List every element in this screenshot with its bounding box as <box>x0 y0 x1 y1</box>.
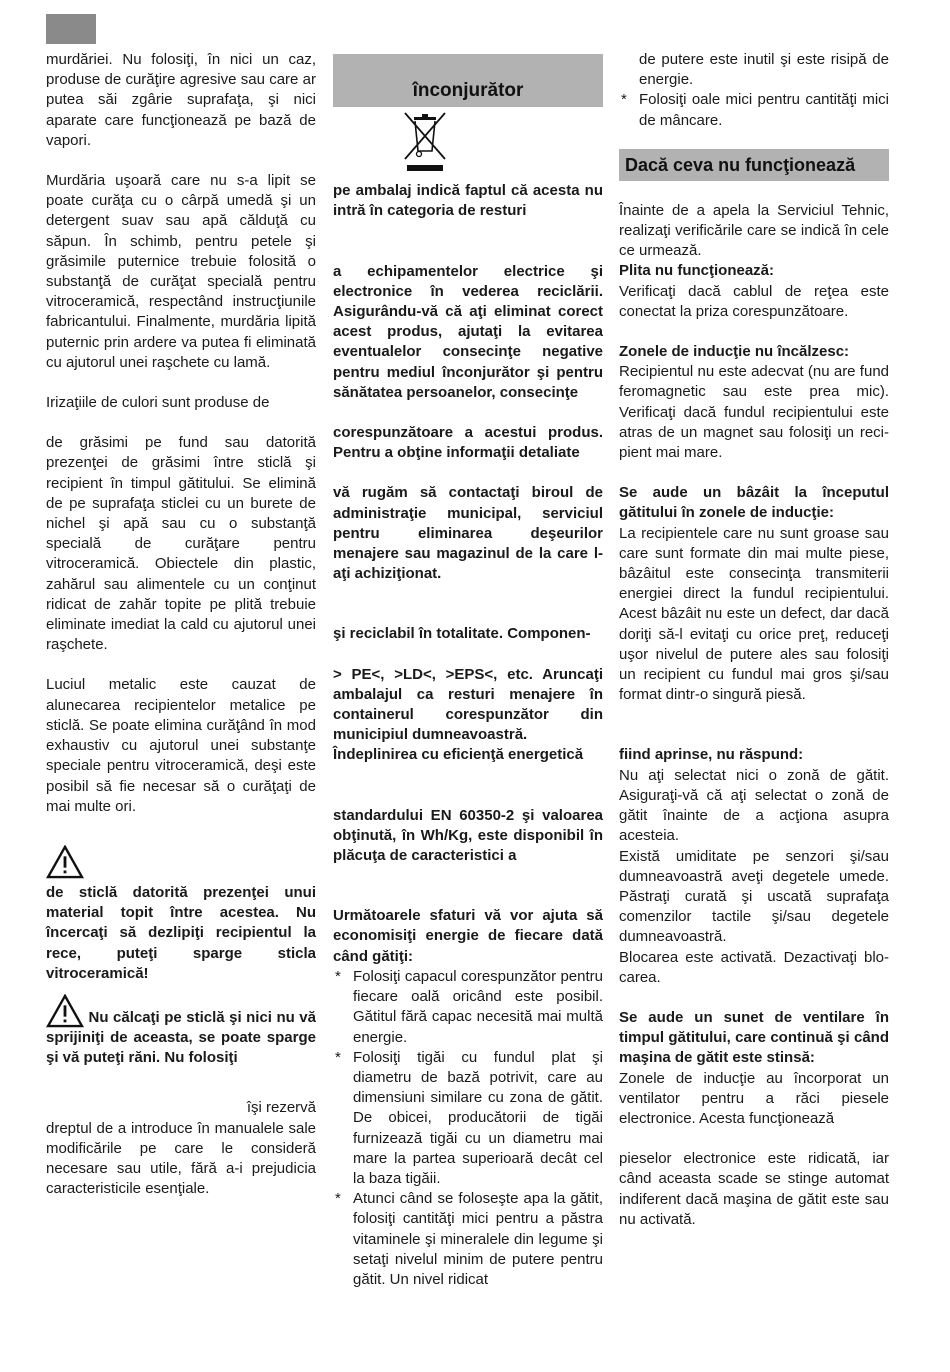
issue-answer-4c: Blocarea este activată. Dezactivaţi blo- carea. <box>619 948 889 986</box>
list-item: * Folosiţi oale mici pentru cantităţi mici de mâncare. <box>619 90 889 130</box>
weee-symbol-text: pe ambalaj indică faptul că acesta nu intră în categoria de resturi <box>333 182 603 220</box>
list-item: * Atunci când se foloseşte apa la gătit, folosiţi cantităţi mici pentru a păstra vitaminele şi mineralele din legume şi setaţi nivelul minim de putere pentru gătit. Un nivel ridicat <box>333 1189 603 1290</box>
environment-heading: înconjurător <box>333 54 603 107</box>
step-warning-text: Nu călcaţi pe sticlă şi nici nu vă sprijiniţi de aceasta, se poate sparge şi vă puteţi răni. Nu folosiţi <box>46 1008 316 1067</box>
manufacturer-rights-start: îşi rezervă <box>246 1099 316 1117</box>
manufacturer-rights-text: dreptul de a introduce în manualele sale modificările pe care le consideră necesare sau utile, fără a-i prejudicia caracteristicile esenţiale. <box>46 1119 316 1198</box>
issue-answer-4a: Nu aţi selectat nici o zonă de gătit. Asiguraţi-vă că aţi selectat o zonă de gătit înainte de a acţiona asupra acesteia. <box>619 766 889 845</box>
energy-tips-intro: Următoarele sfaturi vă vor ajuta să economisiţi energie de fiecare dată când gătiţi: <box>333 907 603 965</box>
step-warning <box>46 994 316 1068</box>
cleaning-intro: murdăriei. Nu folosiţi, în nici un caz, produse de curăţire agresive sau care ar putea săi zgârie suprafaţa, şi nici aparate care funcţionează pe bază de vapori. <box>46 51 316 149</box>
glass-warning-text: de sticlă datorită prezenţei unui material topit între acestea. Nu încercaţi să dezlipiţi recipientul la rece, puteţi sparge sticla vitroceramică! <box>46 883 316 982</box>
page-tab-marker <box>46 14 96 44</box>
crossed-bin-icon <box>403 111 447 173</box>
issue-title-4: fiind aprinse, nu răspund: <box>619 746 804 764</box>
packaging-materials-text: > PE<, >LD<, >EPS<, etc. Aruncaţi ambalajul ca resturi menajere în containerul corespunzător din municipiul dumneavoastră. <box>333 665 603 744</box>
issue-answer-2: Recipientul nu este adecvat (nu are fund feromagnetic sau este prea mic). Verificaţi dacă fundul recipientului este atras de un magnet sau folosiţi un reci- pient mai mare. <box>619 363 889 462</box>
energy-tips-list-cont <box>619 90 889 130</box>
issue-answer-3: La recipientele care nu sunt groase sau care sunt formate din mai multe piese, bâzâitul este consecinţa transmiterii energiei direct la fundul recipientului. Acest bâzâit nu este un defect, dar dacă doriţi să-l evitaţi cu orice preţ, reduceţi uşor nivelul de putere ales sau folosiţi un recipient cu fundul mai gros şi/sau format dintr-o singură piesă. <box>619 524 889 704</box>
weee-recycling-text: a echipamentelor electrice şi electronice în vederea reciclării. Asigurându-vă că aţi eliminat corect acest produs, ajutaţi la evitarea eventualelor consecinţe negative pentru mediul înconjurător şi pentru sănătatea persoanelor, consecinţe <box>333 262 603 401</box>
iridescence-text: Irizaţiile de culori sunt produse de <box>46 394 270 412</box>
column-environment <box>333 50 603 1290</box>
weee-treatment-text: corespunzătoare a acestui produs. Pentru a obţine informaţii detaliate <box>333 424 603 462</box>
column-troubleshooting <box>619 50 889 1230</box>
issue-title-3: Se aude un bâzâit la începutul gătitului în zonele de inducţie: <box>619 484 889 522</box>
issue-title-5: Se aude un sunet de ventilare în timpul gătitului, care continuă şi când maşina de gătit este stinsă: <box>619 1008 889 1067</box>
energy-tips-list <box>333 967 603 1290</box>
list-item: * Folosiţi tigăi cu fundul plat şi diametru de bază potrivit, care au dimensiuni similare cu zona de gătit. De obicei, producătorii de tigăi furnizează tigăi cu un diametru mai mare la partea superioară decât cel la baza tigăii. <box>333 1048 603 1189</box>
issue-title-2: Zonele de inducţie nu încălzesc: <box>619 343 850 361</box>
light-dirt-text: Murdăria uşoară care nu s-a lipit se poate curăţa cu o cârpă umedă şi un detergent suav sau apă călduţă cu săpun. În schimb, pentru petele şi grăsimile puternice trebuie folosită o substanţă de curăţat specială pentru vitroceramică, respectând instrucţiunile fabricantului. Finalmente, murdăria lipită puternic prin ardere va putea fi eliminată cu ajutorul unei raşchete cu lamă. <box>46 172 316 371</box>
warning-icon <box>46 994 84 1028</box>
list-item: * Folosiţi capacul corespunzător pentru fiecare oală oricând este posibil. Gătitul fără capac necesită mai multă energie. <box>333 967 603 1048</box>
issue-answer-5b: pieselor electronice este ridicată, iar când aceasta scade se stinge automat indiferent dacă maşina de gătit este sau nu activată. <box>619 1150 889 1228</box>
issue-answer-5a: Zonele de inducţie au încorporat un ventilator pentru a răci piesele electronice. Acesta funcţionează <box>619 1069 889 1127</box>
standard-text: standardului EN 60350-2 şi valoarea obţinută, în Wh/Kg, este disponibil în plăcuţa de caracteristici a <box>333 806 603 865</box>
energy-efficiency-text: Îndeplinirea cu eficienţă energetică <box>333 746 584 764</box>
warning-icon <box>46 845 84 879</box>
issue-title-1: Plita nu funcţionează: <box>619 262 775 280</box>
troubleshooting-intro: Înainte de a apela la Serviciul Tehnic, realizaţi verificările care se indică în cele ce urmează. <box>619 201 889 260</box>
packaging-text: şi reciclabil în totalitate. Componen- <box>333 625 591 643</box>
weee-contact-text: vă rugăm să contactaţi biroul de administraţie municipal, serviciul pentru eliminarea deşeurilor menajere sau magazinul de la care l-aţi achiziţionat. <box>333 484 603 583</box>
metallic-shine-text: Luciul metalic este cauzat de alunecarea recipientelor metalice pe sticlă. Se poate elimina curăţând în mod exhaustiv cu ajutorul unei substanţe speciale pentru vitroceramică, deşi este posibil să fie necesar să o curăţaţi de mai multe ori. <box>46 676 316 815</box>
column-cleaning <box>46 50 316 1199</box>
grease-text: de grăsimi pe fund sau datorită prezenţei de grăsimi între sticlă şi recipient în timpul gătitului. Se elimină de pe suprafaţa sticlei cu un burete de nichel şi apă sau cu o substanţă specială de curăţare pentru vitroceramică. Obiectele din plastic, zahărul sau alimentele cu un conţinut ridicat de zahăr topite pe plită trebuie eliminate imediat la cald cu ajutorul unei raşchete. <box>46 434 316 654</box>
tip-continuation: de putere este inutil şi este risipă de energie. <box>639 51 889 89</box>
issue-answer-1: Verificaţi dacă cablul de reţea este conectat la priza corespunzătoare. <box>619 282 889 320</box>
troubleshooting-heading: Dacă ceva nu funcţionează <box>619 149 889 181</box>
issue-answer-4b: Există umiditate pe senzori şi/sau dumneavoastră aveţi degetele umede. Păstraţi curată şi uscată suprafaţa comenzilor tactile şi/sau degetele dumneavoastră. <box>619 847 889 946</box>
